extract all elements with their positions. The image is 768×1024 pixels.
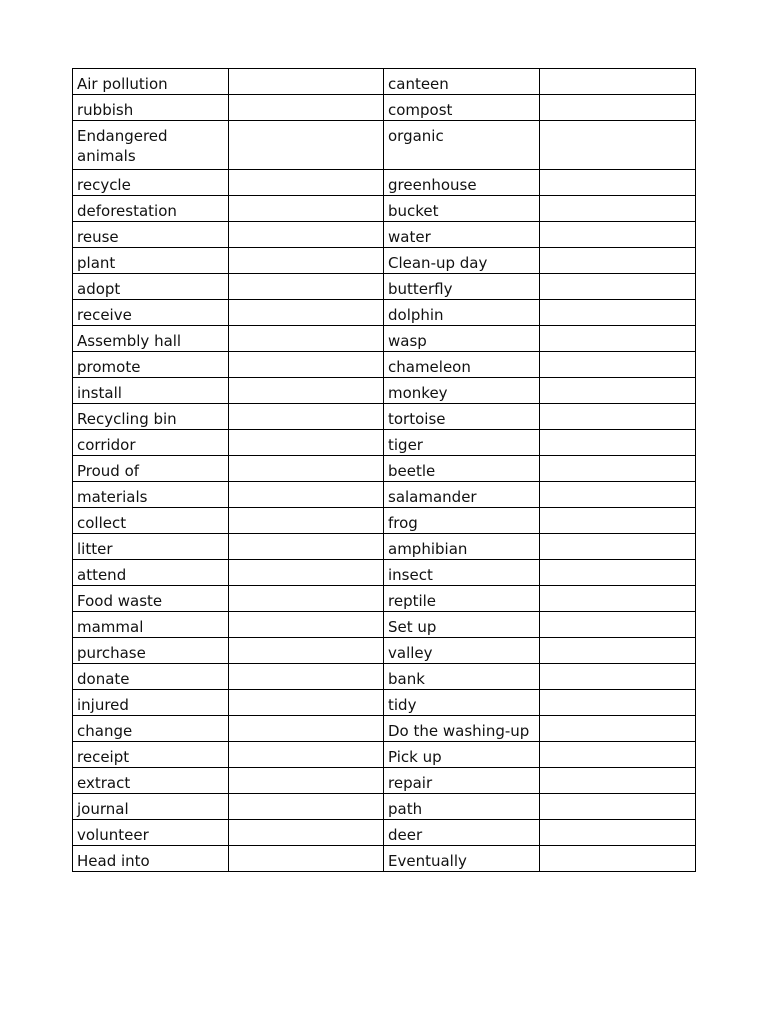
right-word-cell: bank	[384, 664, 540, 690]
left-answer-cell[interactable]	[229, 716, 384, 742]
left-word-cell: receipt	[73, 742, 229, 768]
right-word-cell: Set up	[384, 612, 540, 638]
vocabulary-table	[72, 68, 696, 872]
right-word-cell: wasp	[384, 326, 540, 352]
right-word-cell: frog	[384, 508, 540, 534]
right-answer-cell[interactable]	[540, 404, 696, 430]
right-answer-cell[interactable]	[540, 690, 696, 716]
right-word-cell: beetle	[384, 456, 540, 482]
left-answer-cell[interactable]	[229, 326, 384, 352]
left-word-cell: reuse	[73, 222, 229, 248]
table-row	[73, 794, 696, 820]
right-word-cell: amphibian	[384, 534, 540, 560]
table-row	[73, 508, 696, 534]
table-row	[73, 69, 696, 95]
left-answer-cell[interactable]	[229, 612, 384, 638]
table-row	[73, 482, 696, 508]
right-word-cell: tortoise	[384, 404, 540, 430]
left-answer-cell[interactable]	[229, 121, 384, 170]
table-row	[73, 352, 696, 378]
right-answer-cell[interactable]	[540, 638, 696, 664]
right-answer-cell[interactable]	[540, 95, 696, 121]
table-row	[73, 456, 696, 482]
right-answer-cell[interactable]	[540, 534, 696, 560]
left-word-cell: recycle	[73, 170, 229, 196]
left-word-cell: Recycling bin	[73, 404, 229, 430]
right-word-cell: bucket	[384, 196, 540, 222]
left-word-cell: plant	[73, 248, 229, 274]
table-row	[73, 170, 696, 196]
right-answer-cell[interactable]	[540, 222, 696, 248]
table-row	[73, 430, 696, 456]
right-answer-cell[interactable]	[540, 612, 696, 638]
left-word-cell: Endangered animals	[73, 121, 229, 170]
table-row	[73, 768, 696, 794]
right-answer-cell[interactable]	[540, 121, 696, 170]
right-word-cell: compost	[384, 95, 540, 121]
left-word-cell: deforestation	[73, 196, 229, 222]
right-word-cell: organic	[384, 121, 540, 170]
table-row	[73, 95, 696, 121]
right-word-cell: path	[384, 794, 540, 820]
right-answer-cell[interactable]	[540, 352, 696, 378]
table-row	[73, 716, 696, 742]
left-word-cell: adopt	[73, 274, 229, 300]
right-answer-cell[interactable]	[540, 274, 696, 300]
right-word-cell: water	[384, 222, 540, 248]
table-row	[73, 121, 696, 170]
left-answer-cell[interactable]	[229, 534, 384, 560]
left-answer-cell[interactable]	[229, 690, 384, 716]
right-word-cell: greenhouse	[384, 170, 540, 196]
left-word-cell: purchase	[73, 638, 229, 664]
right-answer-cell[interactable]	[540, 378, 696, 404]
right-answer-cell[interactable]	[540, 456, 696, 482]
left-answer-cell[interactable]	[229, 222, 384, 248]
vocabulary-worksheet	[72, 68, 695, 872]
left-answer-cell[interactable]	[229, 430, 384, 456]
table-row	[73, 846, 696, 872]
right-word-cell: deer	[384, 820, 540, 846]
left-answer-cell[interactable]	[229, 846, 384, 872]
table-row	[73, 638, 696, 664]
right-word-cell: repair	[384, 768, 540, 794]
left-answer-cell[interactable]	[229, 300, 384, 326]
left-answer-cell[interactable]	[229, 378, 384, 404]
left-word-cell: injured	[73, 690, 229, 716]
left-word-cell: attend	[73, 560, 229, 586]
table-row	[73, 560, 696, 586]
right-word-cell: monkey	[384, 378, 540, 404]
right-word-cell: valley	[384, 638, 540, 664]
right-answer-cell[interactable]	[540, 664, 696, 690]
left-word-cell: extract	[73, 768, 229, 794]
right-word-cell: tiger	[384, 430, 540, 456]
left-word-cell: promote	[73, 352, 229, 378]
left-answer-cell[interactable]	[229, 560, 384, 586]
left-answer-cell[interactable]	[229, 352, 384, 378]
left-answer-cell[interactable]	[229, 586, 384, 612]
left-answer-cell[interactable]	[229, 274, 384, 300]
right-word-cell: Eventually	[384, 846, 540, 872]
right-answer-cell[interactable]	[540, 560, 696, 586]
left-word-cell: journal	[73, 794, 229, 820]
right-word-cell: Clean-up day	[384, 248, 540, 274]
right-word-cell: chameleon	[384, 352, 540, 378]
left-word-cell: litter	[73, 534, 229, 560]
table-row	[73, 690, 696, 716]
left-word-cell: Food waste	[73, 586, 229, 612]
left-answer-cell[interactable]	[229, 404, 384, 430]
left-answer-cell[interactable]	[229, 742, 384, 768]
right-answer-cell[interactable]	[540, 482, 696, 508]
table-row	[73, 820, 696, 846]
right-word-cell: Do the washing-up	[384, 716, 540, 742]
left-answer-cell[interactable]	[229, 664, 384, 690]
left-word-cell: Assembly hall	[73, 326, 229, 352]
table-row	[73, 378, 696, 404]
left-word-cell: Air pollution	[73, 69, 229, 95]
left-answer-cell[interactable]	[229, 69, 384, 95]
right-word-cell: dolphin	[384, 300, 540, 326]
right-answer-cell[interactable]	[540, 430, 696, 456]
left-word-cell: receive	[73, 300, 229, 326]
right-answer-cell[interactable]	[540, 170, 696, 196]
right-answer-cell[interactable]	[540, 196, 696, 222]
left-word-cell: change	[73, 716, 229, 742]
right-word-cell: tidy	[384, 690, 540, 716]
right-word-cell: reptile	[384, 586, 540, 612]
table-row	[73, 664, 696, 690]
left-word-cell: rubbish	[73, 95, 229, 121]
left-answer-cell[interactable]	[229, 456, 384, 482]
table-row	[73, 534, 696, 560]
left-word-cell: Proud of	[73, 456, 229, 482]
table-row	[73, 326, 696, 352]
table-row	[73, 612, 696, 638]
table-row	[73, 274, 696, 300]
right-answer-cell[interactable]	[540, 768, 696, 794]
left-word-cell: corridor	[73, 430, 229, 456]
vocabulary-table-body	[73, 69, 696, 872]
left-answer-cell[interactable]	[229, 820, 384, 846]
left-word-cell: donate	[73, 664, 229, 690]
left-answer-cell[interactable]	[229, 638, 384, 664]
left-word-cell: mammal	[73, 612, 229, 638]
right-answer-cell[interactable]	[540, 248, 696, 274]
right-answer-cell[interactable]	[540, 300, 696, 326]
right-answer-cell[interactable]	[540, 326, 696, 352]
right-answer-cell[interactable]	[540, 508, 696, 534]
left-word-cell: collect	[73, 508, 229, 534]
table-row	[73, 248, 696, 274]
right-word-cell: canteen	[384, 69, 540, 95]
left-answer-cell[interactable]	[229, 508, 384, 534]
right-answer-cell[interactable]	[540, 794, 696, 820]
table-row	[73, 742, 696, 768]
left-answer-cell[interactable]	[229, 95, 384, 121]
table-row	[73, 404, 696, 430]
left-word-cell: Head into	[73, 846, 229, 872]
left-word-cell: install	[73, 378, 229, 404]
left-answer-cell[interactable]	[229, 196, 384, 222]
table-row	[73, 586, 696, 612]
left-answer-cell[interactable]	[229, 248, 384, 274]
left-answer-cell[interactable]	[229, 768, 384, 794]
left-answer-cell[interactable]	[229, 794, 384, 820]
right-answer-cell[interactable]	[540, 846, 696, 872]
left-answer-cell[interactable]	[229, 482, 384, 508]
table-row	[73, 300, 696, 326]
table-row	[73, 222, 696, 248]
right-answer-cell[interactable]	[540, 716, 696, 742]
right-answer-cell[interactable]	[540, 69, 696, 95]
right-answer-cell[interactable]	[540, 820, 696, 846]
left-answer-cell[interactable]	[229, 170, 384, 196]
left-word-cell: materials	[73, 482, 229, 508]
table-row	[73, 196, 696, 222]
right-word-cell: salamander	[384, 482, 540, 508]
right-answer-cell[interactable]	[540, 742, 696, 768]
right-answer-cell[interactable]	[540, 586, 696, 612]
right-word-cell: butterfly	[384, 274, 540, 300]
left-word-cell: volunteer	[73, 820, 229, 846]
right-word-cell: insect	[384, 560, 540, 586]
right-word-cell: Pick up	[384, 742, 540, 768]
